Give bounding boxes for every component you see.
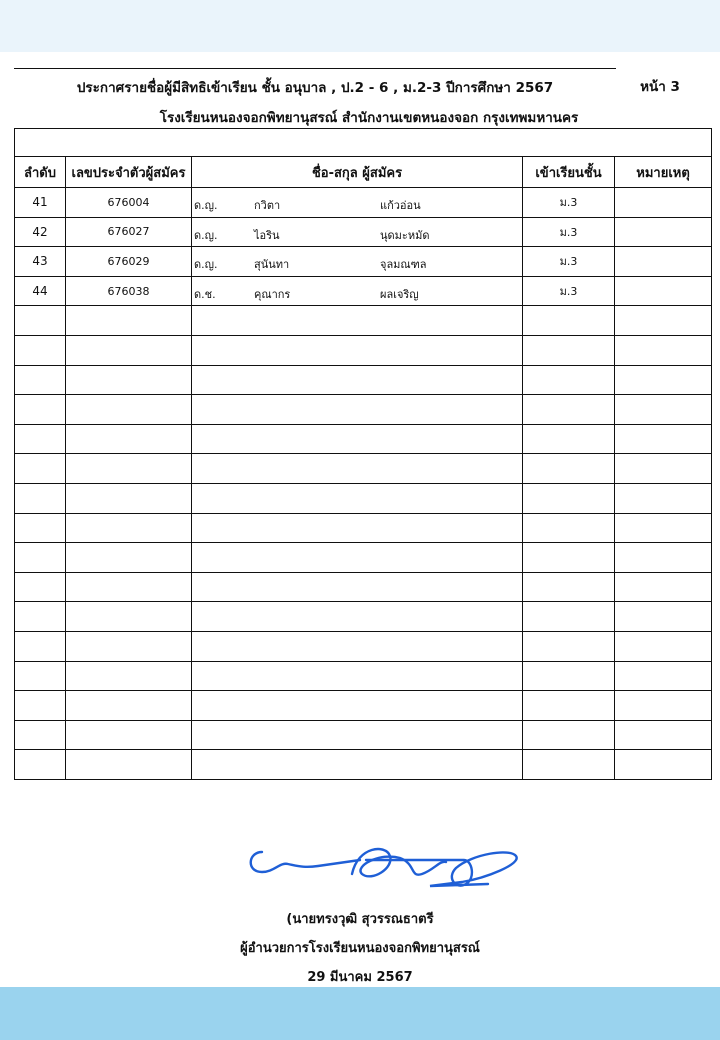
- name-prefix: ด.ญ.: [194, 228, 218, 242]
- admitted-class: [523, 513, 615, 543]
- first-name: คุณากร: [254, 287, 291, 301]
- applicant-id: [66, 750, 192, 780]
- note: [615, 661, 712, 691]
- row-number: [15, 365, 66, 395]
- admitted-class: [523, 543, 615, 573]
- row-number: [15, 454, 66, 484]
- admitted-class: [523, 631, 615, 661]
- applicant-id: [66, 365, 192, 395]
- note: [615, 365, 712, 395]
- applicant-id: [66, 395, 192, 425]
- signatory-position: ผู้อำนวยการโรงเรียนหนองจอกพิทยานุสรณ์: [240, 941, 480, 956]
- table-row: [15, 631, 712, 661]
- table-row: [15, 602, 712, 632]
- admitted-class: [523, 720, 615, 750]
- note: [615, 483, 712, 513]
- admitted-class: [523, 395, 615, 425]
- table-row: [15, 247, 712, 277]
- applicant-id: 676004: [66, 188, 192, 218]
- name-prefix: ด.ช.: [194, 287, 216, 301]
- row-number: [15, 602, 66, 632]
- applicant-name: [192, 276, 523, 306]
- applicant-id: [66, 513, 192, 543]
- applicant-id: [66, 543, 192, 573]
- table-row: [15, 483, 712, 513]
- applicant-name: [192, 513, 523, 543]
- name-prefix: ด.ญ.: [194, 199, 218, 212]
- table-row: [15, 720, 712, 750]
- note: [615, 247, 712, 277]
- admitted-class: [523, 306, 615, 336]
- row-number: [15, 750, 66, 780]
- note: [615, 720, 712, 750]
- applicant-id: [66, 454, 192, 484]
- applicant-name: [192, 306, 523, 336]
- row-number: [15, 513, 66, 543]
- note: [615, 572, 712, 602]
- applicant-name: [192, 454, 523, 484]
- applicant-id: [66, 483, 192, 513]
- top-band: [0, 0, 720, 52]
- first-name: กวิตา: [254, 199, 281, 212]
- applicant-name: [192, 691, 523, 721]
- note: [615, 602, 712, 632]
- signature-image: [240, 838, 530, 898]
- col-header-applicant-id: เลขประจำตัวผู้สมัคร: [66, 157, 192, 188]
- table-row: [15, 365, 712, 395]
- admitted-class: [523, 572, 615, 602]
- row-number: 44: [15, 276, 66, 306]
- table-row: [15, 395, 712, 425]
- note: [615, 543, 712, 573]
- first-name: สุนันทา: [254, 258, 290, 272]
- admitted-class: ม.3: [523, 247, 615, 277]
- note: [615, 691, 712, 721]
- table-row: [15, 335, 712, 365]
- row-number: [15, 483, 66, 513]
- admitted-class: [523, 661, 615, 691]
- col-header-class: เข้าเรียนชั้น: [523, 157, 615, 188]
- applicant-name: [192, 720, 523, 750]
- admitted-class: [523, 602, 615, 632]
- first-name: ไอริน: [254, 228, 280, 242]
- applicant-name: [192, 365, 523, 395]
- table-blank-header-row: [15, 129, 712, 157]
- last-name: จุลมณฑล: [380, 258, 427, 272]
- note: [615, 395, 712, 425]
- applicant-name: [192, 424, 523, 454]
- table-header-row: [15, 157, 712, 188]
- row-number: 41: [15, 188, 66, 218]
- col-header-note: หมายเหตุ: [615, 157, 712, 188]
- applicant-id: 676038: [66, 276, 192, 306]
- table-row: [15, 691, 712, 721]
- applicant-name: [192, 661, 523, 691]
- applicant-id: 676029: [66, 247, 192, 277]
- row-number: [15, 543, 66, 573]
- applicant-id: [66, 424, 192, 454]
- row-number: [15, 395, 66, 425]
- applicant-id: [66, 306, 192, 336]
- last-name: แก้วอ่อน: [380, 199, 421, 212]
- note: [615, 513, 712, 543]
- applicant-table: [14, 128, 712, 780]
- admitted-class: [523, 691, 615, 721]
- applicant-name: [192, 483, 523, 513]
- admitted-class: [523, 750, 615, 780]
- applicant-id: [66, 631, 192, 661]
- row-number: [15, 424, 66, 454]
- page-number: หน้า 3: [640, 79, 680, 95]
- admitted-class: [523, 483, 615, 513]
- applicant-id: [66, 335, 192, 365]
- col-header-name: ชื่อ-สกุล ผู้สมัคร: [192, 157, 523, 188]
- table-row: [15, 543, 712, 573]
- signature-date: 29 มีนาคม 2567: [307, 970, 413, 985]
- applicant-id: [66, 572, 192, 602]
- table-row: [15, 661, 712, 691]
- signatory-name: (นายทรงวุฒิ สุวรรณธาตรี: [286, 912, 434, 927]
- note: [615, 306, 712, 336]
- table-row: [15, 750, 712, 780]
- applicant-name: [192, 395, 523, 425]
- table-row: [15, 454, 712, 484]
- admitted-class: ม.3: [523, 188, 615, 218]
- note: [615, 424, 712, 454]
- bottom-band: [0, 987, 720, 1040]
- row-number: [15, 691, 66, 721]
- applicant-name: [192, 188, 523, 218]
- title-rule: [14, 68, 616, 69]
- admitted-class: [523, 424, 615, 454]
- admitted-class: [523, 454, 615, 484]
- row-number: 42: [15, 217, 66, 247]
- row-number: [15, 661, 66, 691]
- col-header-no: ลำดับ: [15, 157, 66, 188]
- admitted-class: ม.3: [523, 217, 615, 247]
- note: [615, 217, 712, 247]
- row-number: [15, 572, 66, 602]
- row-number: [15, 720, 66, 750]
- table-row: [15, 306, 712, 336]
- note: [615, 276, 712, 306]
- table-row: [15, 276, 712, 306]
- admitted-class: [523, 365, 615, 395]
- row-number: [15, 335, 66, 365]
- table-row: [15, 572, 712, 602]
- applicant-id: [66, 602, 192, 632]
- applicant-name: [192, 572, 523, 602]
- table-row: [15, 217, 712, 247]
- admitted-class: ม.3: [523, 276, 615, 306]
- last-name: ผลเจริญ: [380, 287, 419, 301]
- applicant-id: [66, 691, 192, 721]
- last-name: นุดมะหมัด: [380, 228, 430, 242]
- row-number: 43: [15, 247, 66, 277]
- note: [615, 454, 712, 484]
- announcement-title: ประกาศรายชื่อผู้มีสิทธิเข้าเรียน ชั้น อนุบาล , ป.2 - 6 , ม.2-3 ปีการศึกษา 2567: [76, 80, 554, 96]
- table-row: [15, 513, 712, 543]
- note: [615, 750, 712, 780]
- applicant-name: [192, 247, 523, 277]
- table-row: [15, 424, 712, 454]
- row-number: [15, 631, 66, 661]
- applicant-id: [66, 661, 192, 691]
- school-line: โรงเรียนหนองจอกพิทยานุสรณ์ สำนักงานเขตหนองจอก กรุงเทพมหานคร: [159, 110, 579, 126]
- note: [615, 335, 712, 365]
- row-number: [15, 306, 66, 336]
- applicant-name: [192, 335, 523, 365]
- name-prefix: ด.ญ.: [194, 258, 218, 272]
- applicant-name: [192, 602, 523, 632]
- applicant-id: [66, 720, 192, 750]
- applicant-name: [192, 543, 523, 573]
- applicant-name: [192, 631, 523, 661]
- admitted-class: [523, 335, 615, 365]
- table-row: [15, 188, 712, 218]
- applicant-name: [192, 217, 523, 247]
- note: [615, 188, 712, 218]
- applicant-id: 676027: [66, 217, 192, 247]
- applicant-name: [192, 750, 523, 780]
- note: [615, 631, 712, 661]
